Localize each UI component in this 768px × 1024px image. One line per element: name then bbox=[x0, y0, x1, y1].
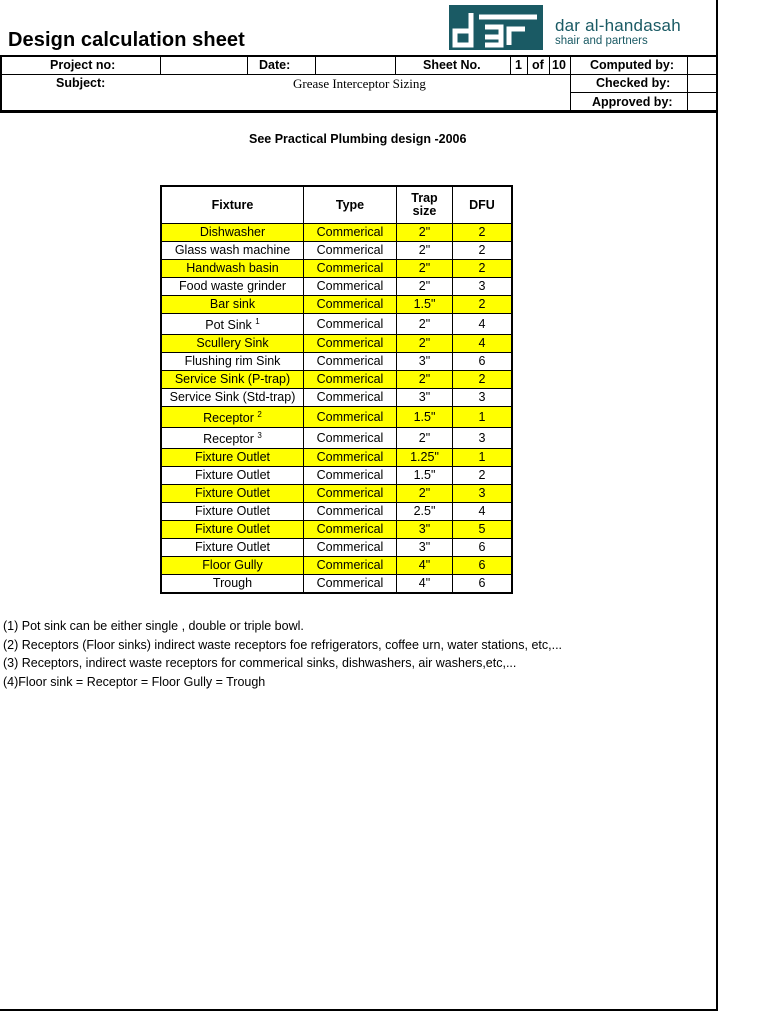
trap-size-cell bbox=[397, 353, 453, 371]
fixture-cell bbox=[161, 467, 304, 485]
trap-size-cell-text: 4" bbox=[418, 558, 431, 572]
header-col-line bbox=[315, 55, 316, 74]
fixture-cell bbox=[161, 557, 304, 575]
type-cell-text: Commerical bbox=[316, 390, 384, 404]
dfu-cell bbox=[453, 467, 513, 485]
dfu-cell bbox=[453, 557, 513, 575]
trap-size-cell bbox=[397, 389, 453, 407]
column-header-trap-size bbox=[397, 186, 453, 224]
table-row bbox=[161, 224, 512, 242]
trap-size-cell-text: 4" bbox=[418, 576, 431, 590]
table-row bbox=[161, 296, 512, 314]
footnote-marker: 3 bbox=[257, 431, 262, 441]
dfu-cell bbox=[453, 503, 513, 521]
trap-size-cell-text: 3" bbox=[418, 354, 431, 368]
type-cell bbox=[304, 407, 397, 428]
fixture-cell-text: Fixture Outlet bbox=[194, 504, 271, 518]
sheet-number: 1 bbox=[515, 58, 522, 72]
table-row bbox=[161, 242, 512, 260]
dfu-cell-text: 4 bbox=[478, 504, 486, 518]
type-cell bbox=[304, 503, 397, 521]
type-cell-text: Commerical bbox=[316, 279, 384, 293]
dfu-cell-text: 6 bbox=[478, 558, 486, 572]
trap-size-cell bbox=[397, 449, 453, 467]
type-cell-text: Commerical bbox=[316, 297, 384, 311]
type-cell-text: Commerical bbox=[316, 354, 384, 368]
trap-size-cell-text: 2.5" bbox=[413, 504, 436, 518]
subject-label: Subject: bbox=[56, 76, 106, 90]
column-header-type: Type bbox=[304, 186, 397, 224]
table-row bbox=[161, 557, 512, 575]
fixture-cell-text: Floor Gully bbox=[202, 558, 263, 572]
type-cell bbox=[304, 353, 397, 371]
table-row bbox=[161, 449, 512, 467]
type-cell-text: Commerical bbox=[316, 450, 384, 464]
type-cell bbox=[304, 449, 397, 467]
fixture-cell bbox=[161, 260, 304, 278]
footnote-marker: 1 bbox=[255, 317, 260, 327]
fixture-cell-text: Fixture Outlet bbox=[194, 450, 271, 464]
page-title: Design calculation sheet bbox=[8, 29, 245, 51]
trap-size-cell bbox=[397, 224, 453, 242]
trap-size-cell bbox=[397, 521, 453, 539]
fixture-cell bbox=[161, 224, 304, 242]
of-label: of bbox=[532, 58, 544, 72]
fixture-cell bbox=[161, 335, 304, 353]
header-col-line bbox=[549, 55, 550, 74]
table-row bbox=[161, 278, 512, 296]
trap-size-cell bbox=[397, 407, 453, 428]
notes bbox=[3, 617, 562, 691]
subject-value: Grease Interceptor Sizing bbox=[293, 76, 426, 91]
type-cell bbox=[304, 521, 397, 539]
type-cell-text: Commerical bbox=[316, 522, 384, 536]
trap-size-cell-text: 1.25" bbox=[410, 450, 439, 464]
dfu-cell bbox=[453, 278, 513, 296]
note-3: (3) Receptors, indirect waste receptors for commerical sinks, dishwashers, air washers,etc,... bbox=[3, 656, 517, 670]
type-cell-text: Commerical bbox=[316, 243, 384, 257]
trap-size-cell bbox=[397, 428, 453, 449]
note-2: (2) Receptors (Floor sinks) indirect waste receptors foe refrigerators, coffee urn, water stations, etc,... bbox=[3, 637, 563, 652]
table-header-row bbox=[161, 186, 512, 224]
dfu-cell-text: 6 bbox=[478, 576, 486, 590]
sheet-total: 10 bbox=[552, 58, 566, 72]
trap-size-cell bbox=[397, 539, 453, 557]
dfu-cell bbox=[453, 389, 513, 407]
fixture-cell bbox=[161, 371, 304, 389]
company-name: dar al-handasah bbox=[555, 16, 681, 35]
column-header-dfu: DFU bbox=[453, 186, 513, 224]
dfu-cell-text: 2 bbox=[478, 372, 486, 386]
type-cell-text: Commerical bbox=[316, 430, 384, 445]
trap-size-cell bbox=[397, 467, 453, 485]
fixture-cell-text: Bar sink bbox=[209, 297, 256, 311]
table-row bbox=[161, 353, 512, 371]
trap-size-cell-text: 3" bbox=[418, 390, 431, 404]
dfu-cell-text: 6 bbox=[478, 540, 486, 554]
fixture-cell bbox=[161, 485, 304, 503]
table-row bbox=[161, 503, 512, 521]
trap-size-cell-text: 3" bbox=[418, 522, 431, 536]
computed-by-label: Computed by: bbox=[590, 58, 675, 72]
header-col-line bbox=[527, 55, 528, 74]
type-cell-text: Commerical bbox=[316, 540, 384, 554]
dfu-cell-text: 3 bbox=[478, 390, 486, 404]
table-row bbox=[161, 389, 512, 407]
company-subtitle: shair and partners bbox=[555, 35, 648, 47]
dfu-cell-text: 6 bbox=[478, 354, 486, 368]
trap-size-cell bbox=[397, 485, 453, 503]
project-label: Project no: bbox=[50, 58, 116, 72]
fixture-cell bbox=[161, 449, 304, 467]
trap-size-cell-text: 2" bbox=[418, 372, 431, 386]
type-cell-text: Commerical bbox=[316, 409, 384, 424]
header-col-line bbox=[687, 55, 688, 111]
type-cell bbox=[304, 260, 397, 278]
fixture-cell-text: Service Sink (P-trap) bbox=[174, 372, 291, 386]
type-cell bbox=[304, 539, 397, 557]
table-row bbox=[161, 467, 512, 485]
fixture-cell bbox=[161, 353, 304, 371]
header-top-border bbox=[0, 55, 718, 57]
reference-note: See Practical Plumbing design -2006 bbox=[249, 132, 467, 146]
fixture-cell bbox=[161, 407, 304, 428]
type-cell-text: Commerical bbox=[316, 372, 384, 386]
table-row bbox=[161, 260, 512, 278]
fixture-cell-text: Flushing rim Sink bbox=[184, 354, 281, 368]
dfu-cell-text: 3 bbox=[478, 430, 486, 445]
trap-size-cell bbox=[397, 503, 453, 521]
trap-size-cell-text: 2" bbox=[418, 430, 431, 445]
fixture-cell-text: Fixture Outlet bbox=[194, 468, 271, 482]
fixture-cell-text: Fixture Outlet bbox=[194, 540, 271, 554]
dfu-cell-text: 2 bbox=[478, 225, 486, 239]
fixture-cell-text: Fixture Outlet bbox=[194, 522, 271, 536]
dfu-cell bbox=[453, 407, 513, 428]
fixture-cell bbox=[161, 242, 304, 260]
fixture-cell bbox=[161, 539, 304, 557]
trap-size-cell bbox=[397, 371, 453, 389]
fixture-cell-text: Dishwasher bbox=[199, 225, 266, 239]
trap-size-cell bbox=[397, 557, 453, 575]
dfu-cell-text: 3 bbox=[478, 486, 486, 500]
type-cell bbox=[304, 242, 397, 260]
dfu-cell bbox=[453, 539, 513, 557]
fixture-table bbox=[160, 185, 513, 594]
type-cell-text: Commerical bbox=[316, 316, 384, 331]
approved-by-label: Approved by: bbox=[592, 95, 673, 109]
type-cell bbox=[304, 389, 397, 407]
fixture-cell bbox=[161, 314, 304, 335]
fixture-cell-text: Pot Sink bbox=[205, 318, 252, 333]
fixture-cell-text: Fixture Outlet bbox=[194, 486, 271, 500]
fixture-cell-text: Glass wash machine bbox=[174, 243, 291, 257]
dfu-cell-text: 5 bbox=[478, 522, 486, 536]
dfu-cell bbox=[453, 314, 513, 335]
fixture-cell-text: Receptor bbox=[203, 411, 254, 426]
type-cell bbox=[304, 428, 397, 449]
note-4: (4)Floor sink = Receptor = Floor Gully = Trough bbox=[3, 674, 266, 689]
dfu-cell bbox=[453, 335, 513, 353]
trap-size-cell-text: 2" bbox=[418, 225, 431, 239]
type-cell-text: Commerical bbox=[316, 336, 384, 350]
trap-size-header-text: Trap size bbox=[411, 191, 438, 218]
trap-size-cell bbox=[397, 260, 453, 278]
dfu-cell bbox=[453, 428, 513, 449]
type-cell-text: Commerical bbox=[316, 261, 384, 275]
header-row-divider bbox=[0, 74, 570, 75]
dfu-cell bbox=[453, 260, 513, 278]
checked-by-label: Checked by: bbox=[596, 76, 671, 90]
trap-size-cell bbox=[397, 278, 453, 296]
fixture-cell bbox=[161, 575, 304, 594]
header-col-line bbox=[247, 55, 248, 74]
table-row bbox=[161, 575, 512, 594]
dfu-cell bbox=[453, 371, 513, 389]
fixture-cell bbox=[161, 428, 304, 449]
sheet-label: Sheet No. bbox=[423, 58, 481, 72]
type-cell bbox=[304, 575, 397, 594]
trap-size-cell-text: 2" bbox=[418, 261, 431, 275]
type-cell-text: Commerical bbox=[316, 225, 384, 239]
dfu-cell-text: 1 bbox=[478, 450, 486, 464]
trap-size-cell bbox=[397, 335, 453, 353]
fixture-cell-text: Trough bbox=[212, 576, 253, 590]
dfu-cell-text: 1 bbox=[478, 409, 486, 424]
trap-size-cell bbox=[397, 314, 453, 335]
fixture-cell-text: Handwash basin bbox=[186, 261, 279, 275]
fixture-cell-text: Scullery Sink bbox=[196, 336, 269, 350]
trap-size-cell bbox=[397, 242, 453, 260]
table-row bbox=[161, 335, 512, 353]
trap-size-cell-text: 2" bbox=[418, 279, 431, 293]
type-cell-text: Commerical bbox=[316, 576, 384, 590]
trap-size-cell-text: 2" bbox=[418, 336, 431, 350]
type-cell-text: Commerical bbox=[316, 504, 384, 518]
dfu-cell-text: 4 bbox=[478, 336, 486, 350]
header-col-line bbox=[395, 55, 396, 74]
dfu-cell bbox=[453, 485, 513, 503]
dfu-cell-text: 2 bbox=[478, 261, 486, 275]
fixture-cell-text: Service Sink (Std-trap) bbox=[169, 390, 296, 404]
fixture-cell bbox=[161, 296, 304, 314]
header-row-divider-approved bbox=[570, 92, 718, 93]
fixture-cell bbox=[161, 389, 304, 407]
trap-size-cell-text: 3" bbox=[418, 540, 431, 554]
dfu-cell bbox=[453, 296, 513, 314]
fixture-cell bbox=[161, 521, 304, 539]
fixture-cell-text: Food waste grinder bbox=[178, 279, 286, 293]
fixture-cell-text: Receptor bbox=[203, 432, 254, 447]
header-col-line bbox=[160, 55, 161, 74]
trap-size-cell-text: 1.5" bbox=[413, 409, 436, 424]
dfu-cell bbox=[453, 224, 513, 242]
header-col-line bbox=[510, 55, 511, 74]
dfu-cell bbox=[453, 353, 513, 371]
trap-size-cell-text: 2" bbox=[418, 243, 431, 257]
type-cell bbox=[304, 335, 397, 353]
company-brand bbox=[555, 17, 681, 47]
trap-size-cell bbox=[397, 575, 453, 594]
dfu-cell-text: 4 bbox=[478, 316, 486, 331]
type-cell-text: Commerical bbox=[316, 486, 384, 500]
dfu-cell-text: 2 bbox=[478, 468, 486, 482]
dfu-cell-text: 2 bbox=[478, 297, 486, 311]
table-row bbox=[161, 485, 512, 503]
dar-logo-icon bbox=[449, 5, 543, 50]
trap-size-cell-text: 2" bbox=[418, 316, 431, 331]
trap-size-cell-text: 1.5" bbox=[413, 297, 436, 311]
table-row bbox=[161, 539, 512, 557]
table-row bbox=[161, 314, 512, 335]
dfu-cell bbox=[453, 449, 513, 467]
header-row-divider-right bbox=[570, 74, 718, 75]
table-row bbox=[161, 407, 512, 428]
fixture-cell bbox=[161, 278, 304, 296]
table-row bbox=[161, 521, 512, 539]
type-cell bbox=[304, 485, 397, 503]
trap-size-cell-text: 1.5" bbox=[413, 468, 436, 482]
trap-size-cell bbox=[397, 296, 453, 314]
type-cell bbox=[304, 224, 397, 242]
dfu-cell-text: 2 bbox=[478, 243, 486, 257]
trap-size-cell-text: 2" bbox=[418, 486, 431, 500]
note-1: (1) Pot sink can be either single , double or triple bowl. bbox=[3, 619, 304, 633]
type-cell-text: Commerical bbox=[316, 558, 384, 572]
type-cell bbox=[304, 371, 397, 389]
header-col-line bbox=[570, 55, 571, 111]
header-bottom-border bbox=[0, 110, 718, 113]
table-row bbox=[161, 371, 512, 389]
type-cell bbox=[304, 557, 397, 575]
table-row bbox=[161, 428, 512, 449]
date-label: Date: bbox=[259, 58, 291, 72]
fixture-cell bbox=[161, 503, 304, 521]
type-cell-text: Commerical bbox=[316, 468, 384, 482]
dfu-cell bbox=[453, 575, 513, 594]
dfu-cell bbox=[453, 521, 513, 539]
type-cell bbox=[304, 467, 397, 485]
header-left-border bbox=[0, 55, 2, 113]
footnote-marker: 2 bbox=[257, 410, 262, 420]
dfu-cell-text: 3 bbox=[478, 279, 486, 293]
type-cell bbox=[304, 296, 397, 314]
column-header-fixture: Fixture bbox=[161, 186, 304, 224]
type-cell bbox=[304, 314, 397, 335]
dfu-cell bbox=[453, 242, 513, 260]
fixture-table-body bbox=[161, 224, 512, 594]
type-cell bbox=[304, 278, 397, 296]
